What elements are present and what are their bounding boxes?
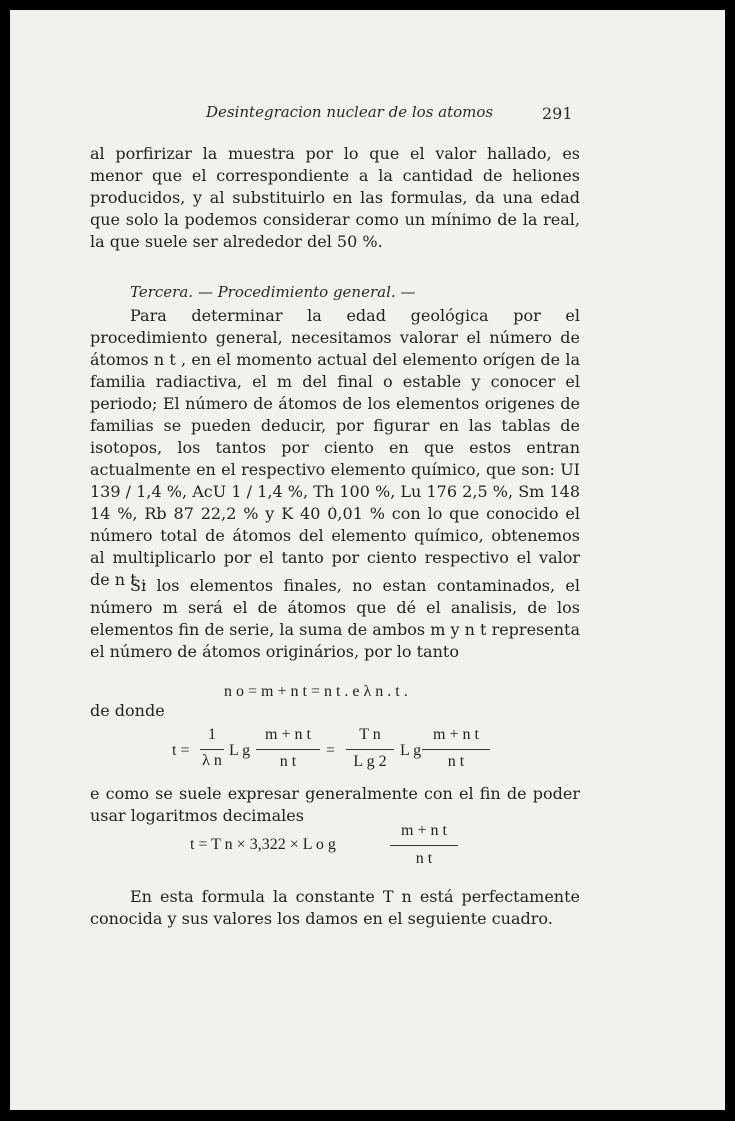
- paragraph-3: Si los elementos finales, no estan contaminados, el número m será el de átomos que dé el analisis, de los elementos fin de serie, la suma de ambos m y n t representa el número de átomos originários, por lo tanto: [90, 576, 580, 661]
- eq2-frac1-den: λ n: [202, 752, 222, 769]
- eq2-frac2-den: n t: [279, 753, 297, 770]
- eq2-frac2-num: m + n t: [265, 726, 311, 743]
- eq2-frac3-line: [346, 749, 394, 750]
- eq3-frac-num: m + n t: [401, 822, 447, 839]
- eq2-lg2: L g: [400, 742, 422, 759]
- eq2-frac4-den: n t: [447, 753, 465, 770]
- paragraph-2: Para determinar la edad geológica por el procedimiento general, necesitamos valorar el número de átomos n t , en el momento actual del elemento orígen de la familia radiactiva, el m del final o estable y conocer el periodo; El número de átomos de los elementos origenes de familias se pueden deducir, por figurar en las tablas de isotopos, los tantos por ciento en que estos entran actualmente en el respectivo elemento químico, que son: UI 139 / 1,4 %, AcU 1 / 1,4 %, Th 100 %, Lu 176 2,5 %, Sm 148 14 %, Rb 87 22,2 % y K 40 0,01 % con lo que conocido el número total de átomos del elemento químico, obtenemos al multiplicarlo por el tanto por ciento respectivo el valor de n t .: [90, 306, 580, 589]
- paragraph-1: al porfirizar la muestra por lo que el valor hallado, es menor que el correspondiente a la cantidad de heliones producidos, y al substituirlo en las formulas, da una edad que solo la podemos considerar como un mínimo de la real, la que suele ser alrededor del 50 %.: [90, 144, 580, 251]
- eq2-equals: =: [326, 742, 336, 759]
- eq2-frac3-den: L g 2: [353, 753, 387, 770]
- running-header: Desintegracion nuclear de los atomos: [206, 103, 494, 121]
- eq2-lhs: t =: [172, 742, 190, 759]
- eq2-frac4-line: [422, 749, 490, 750]
- book-page: [10, 10, 725, 1110]
- de-donde-label: de donde: [90, 701, 165, 720]
- eq3-lhs: t = T n × 3,322 × L o g: [190, 836, 336, 853]
- equation-1: n o = m + n t = n t . e λ n . t .: [224, 683, 408, 700]
- eq2-lg1: L g: [229, 742, 251, 759]
- eq3-frac-den: n t: [415, 850, 433, 867]
- eq2-frac2-line: [256, 749, 320, 750]
- page-number: 291: [542, 104, 573, 123]
- paragraph-5: En esta formula la constante T n está perfectamente conocida y sus valores los damos en el seguiente cuadro.: [90, 887, 580, 928]
- eq3-frac-line: [390, 845, 458, 846]
- paragraph-4: e como se suele expresar generalmente con el fin de poder usar logaritmos decimales: [90, 784, 580, 825]
- eq2-frac1-line: [200, 749, 224, 750]
- eq2-frac4-num: m + n t: [433, 726, 479, 743]
- eq2-frac1-num: 1: [208, 726, 216, 743]
- eq2-frac3-num: T n: [359, 726, 381, 743]
- section-subheading: Tercera. — Procedimiento general. —: [130, 283, 416, 301]
